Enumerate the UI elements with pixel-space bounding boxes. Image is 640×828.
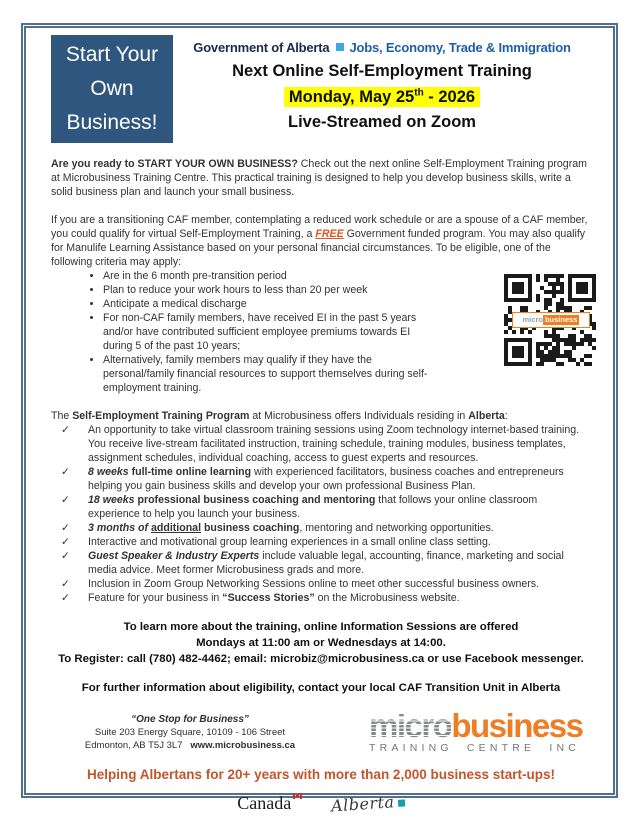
list-item [51, 549, 591, 577]
qr-code [504, 274, 596, 366]
lead-text: : [504, 410, 508, 422]
feature-text: professional business coaching and mentoring [134, 494, 376, 506]
list-item [51, 521, 591, 535]
info-sessions-block [51, 619, 591, 667]
canada-text: Canada [237, 792, 292, 813]
list-item: • Anticipate a medical discharge [103, 297, 441, 311]
caf-text: Government funded program. You may also qualify for Manulife Learning Assistance based on your personal financial circumstances. To be eligible, one of the following criteria may apply: [51, 228, 586, 268]
government-line [173, 40, 591, 55]
caf-transition-note: For further information about eligibility, contact your local CAF Transition Unit in Alberta [81, 682, 561, 694]
register-text: or use Facebook messenger. [424, 653, 584, 665]
date-year: - 2026 [423, 87, 476, 106]
header [51, 35, 591, 143]
feature-text: include valuable legal, accounting, finance, marketing and social media advice. Meet former Microbusiness grads and more. [88, 550, 564, 576]
canada-flag-icon [293, 793, 302, 799]
government-logos [51, 793, 591, 814]
feature-text: additional [150, 522, 202, 534]
canada-wordmark-logo [237, 793, 301, 814]
caf-paragraph [51, 213, 591, 269]
feature-text: 18 weeks [88, 494, 135, 506]
address-block [59, 713, 321, 752]
program-lead [51, 409, 591, 423]
slogan: “One Stop for Business” [131, 714, 249, 725]
check-icon: ✓ [61, 592, 70, 604]
check-icon: ✓ [61, 578, 70, 590]
check-icon: ✓ [61, 536, 70, 548]
feature-text: Feature for your business in [88, 592, 223, 604]
microbusiness-logo [369, 707, 583, 755]
list-item [51, 465, 591, 493]
page-border-frame [21, 23, 618, 816]
address-line: Suite 203 Energy Square, 10109 - 106 Street [94, 727, 286, 738]
government-of-alberta-wordmark: Government of Alberta [193, 40, 330, 55]
program-features-list [51, 423, 591, 605]
list-item: • For non-CAF family members, have received EI in the past 5 years and/or have contributed sufficient employee premiums towards EI during 5 of the past 10 years; [103, 311, 441, 353]
list-item: • Alternatively, family members may qualify if they have the personal/family financial resources to support themselves during self-employment training. [103, 353, 441, 395]
date-text: Monday, May 25 [288, 87, 415, 106]
feature-text: , mentoring and networking opportunities. [299, 522, 494, 534]
list-item [51, 591, 591, 605]
lead-text: The [51, 410, 73, 422]
address-city: Edmonton, AB T5J 3L7 [84, 740, 183, 751]
date-ordinal: th [414, 87, 424, 98]
page-title: Next Online Self-Employment Training [232, 62, 532, 80]
teal-square-icon [398, 799, 405, 806]
qr-logo-micro: micro [522, 315, 543, 325]
check-icon: ✓ [61, 522, 70, 534]
free-emphasis: FREE [315, 228, 344, 240]
footer [51, 707, 591, 755]
list-item [51, 423, 591, 465]
feature-text: that follows your online classroom experience to help you launch your business. [88, 494, 538, 520]
start-your-own-business-banner [51, 35, 173, 143]
feature-text: Interactive and motivational group learning experiences in a small online class setting. [88, 536, 491, 548]
caf-text: If you are a transitioning CAF member, contemplating a reduced work schedule or are a spouse of a CAF member, you could qualify for virtual Self-Employment Training, a [51, 214, 588, 240]
date-line [173, 87, 591, 107]
logo-micro: micro [369, 707, 452, 744]
header-titles [173, 35, 591, 132]
tagline: Helping Albertans for 20+ years with more than 2,000 business start-ups! [86, 766, 555, 782]
check-icon: ✓ [61, 466, 70, 478]
check-icon: ✓ [61, 550, 70, 562]
intro-rest: Check out the next online Self-Employment Training program at Microbusiness Training Centre. This practical training is designed to help you develop business skills, write a solid business plan and launch your small business. [51, 158, 587, 198]
blue-square-icon [336, 43, 344, 51]
feature-text: with experienced facilitators, business coaches and entrepreneurs helping you gain business skills and develop your own professional Business Plan. [88, 466, 564, 492]
feature-text: 3 months of [88, 522, 151, 534]
logo-subtitle: TRAINING CENTRE INC [369, 742, 581, 755]
lead-text: at Microbusiness offers Individuals residing in [249, 410, 469, 422]
list-item [51, 577, 591, 591]
website-link[interactable]: www.microbusiness.ca [190, 740, 296, 751]
training-date-highlight [284, 87, 480, 107]
banner-line: Start Your [65, 43, 159, 66]
email-link[interactable]: microbiz@microbusiness.ca [270, 653, 425, 665]
qr-center-logo [512, 312, 590, 328]
register-line [51, 651, 591, 667]
check-icon: ✓ [61, 424, 70, 436]
intro-paragraph [51, 157, 591, 199]
feature-text: full-time online learning [128, 466, 252, 478]
intro-lead: Are you ready to START YOUR OWN BUSINESS? [51, 158, 298, 170]
alberta-text: Alberta [330, 792, 396, 816]
address-line [59, 739, 321, 752]
subtitle: Live-Streamed on Zoom [288, 112, 476, 131]
info-line: Mondays at 11:00 am or Wednesdays at 14:00. [196, 637, 446, 649]
register-text: To Register: call (780) 482-4462; email: [58, 653, 271, 665]
list-item: • Plan to reduce your work hours to less than 20 per week [103, 283, 441, 297]
logo-wordmark [369, 707, 583, 744]
province-name: Alberta [468, 410, 505, 422]
logo-business: business [451, 707, 583, 744]
feature-text: on the Microbusiness website. [314, 592, 460, 604]
list-item [51, 535, 591, 549]
feature-text: Guest Speaker & Industry Experts [88, 550, 260, 562]
feature-text: 8 weeks [88, 466, 129, 478]
qr-logo-business: business [544, 315, 578, 325]
check-icon: ✓ [61, 494, 70, 506]
program-name: Self-Employment Training Program [72, 410, 250, 422]
feature-text: “Success Stories” [222, 592, 315, 604]
feature-text: An opportunity to take virtual classroom training sessions using Zoom technology internet-based training. You receive live-stream facilitated instruction, training schedule, training modules, business templates, assignment schedules, individual coaching, access to guest experts and resources. [88, 424, 580, 464]
list-item [51, 493, 591, 521]
list-item: • Are in the 6 month pre-transition period [103, 269, 441, 283]
banner-line: Own [90, 77, 134, 100]
ministry-name: Jobs, Economy, Trade & Immigration [349, 40, 571, 55]
banner-line: Business! [66, 111, 158, 134]
feature-text: business coaching [201, 522, 300, 534]
feature-text: Inclusion in Zoom Group Networking Sessions online to meet other successful business owners. [88, 578, 540, 590]
alberta-script-logo [331, 791, 406, 815]
info-line: To learn more about the training, online Information Sessions are offered [123, 621, 519, 633]
